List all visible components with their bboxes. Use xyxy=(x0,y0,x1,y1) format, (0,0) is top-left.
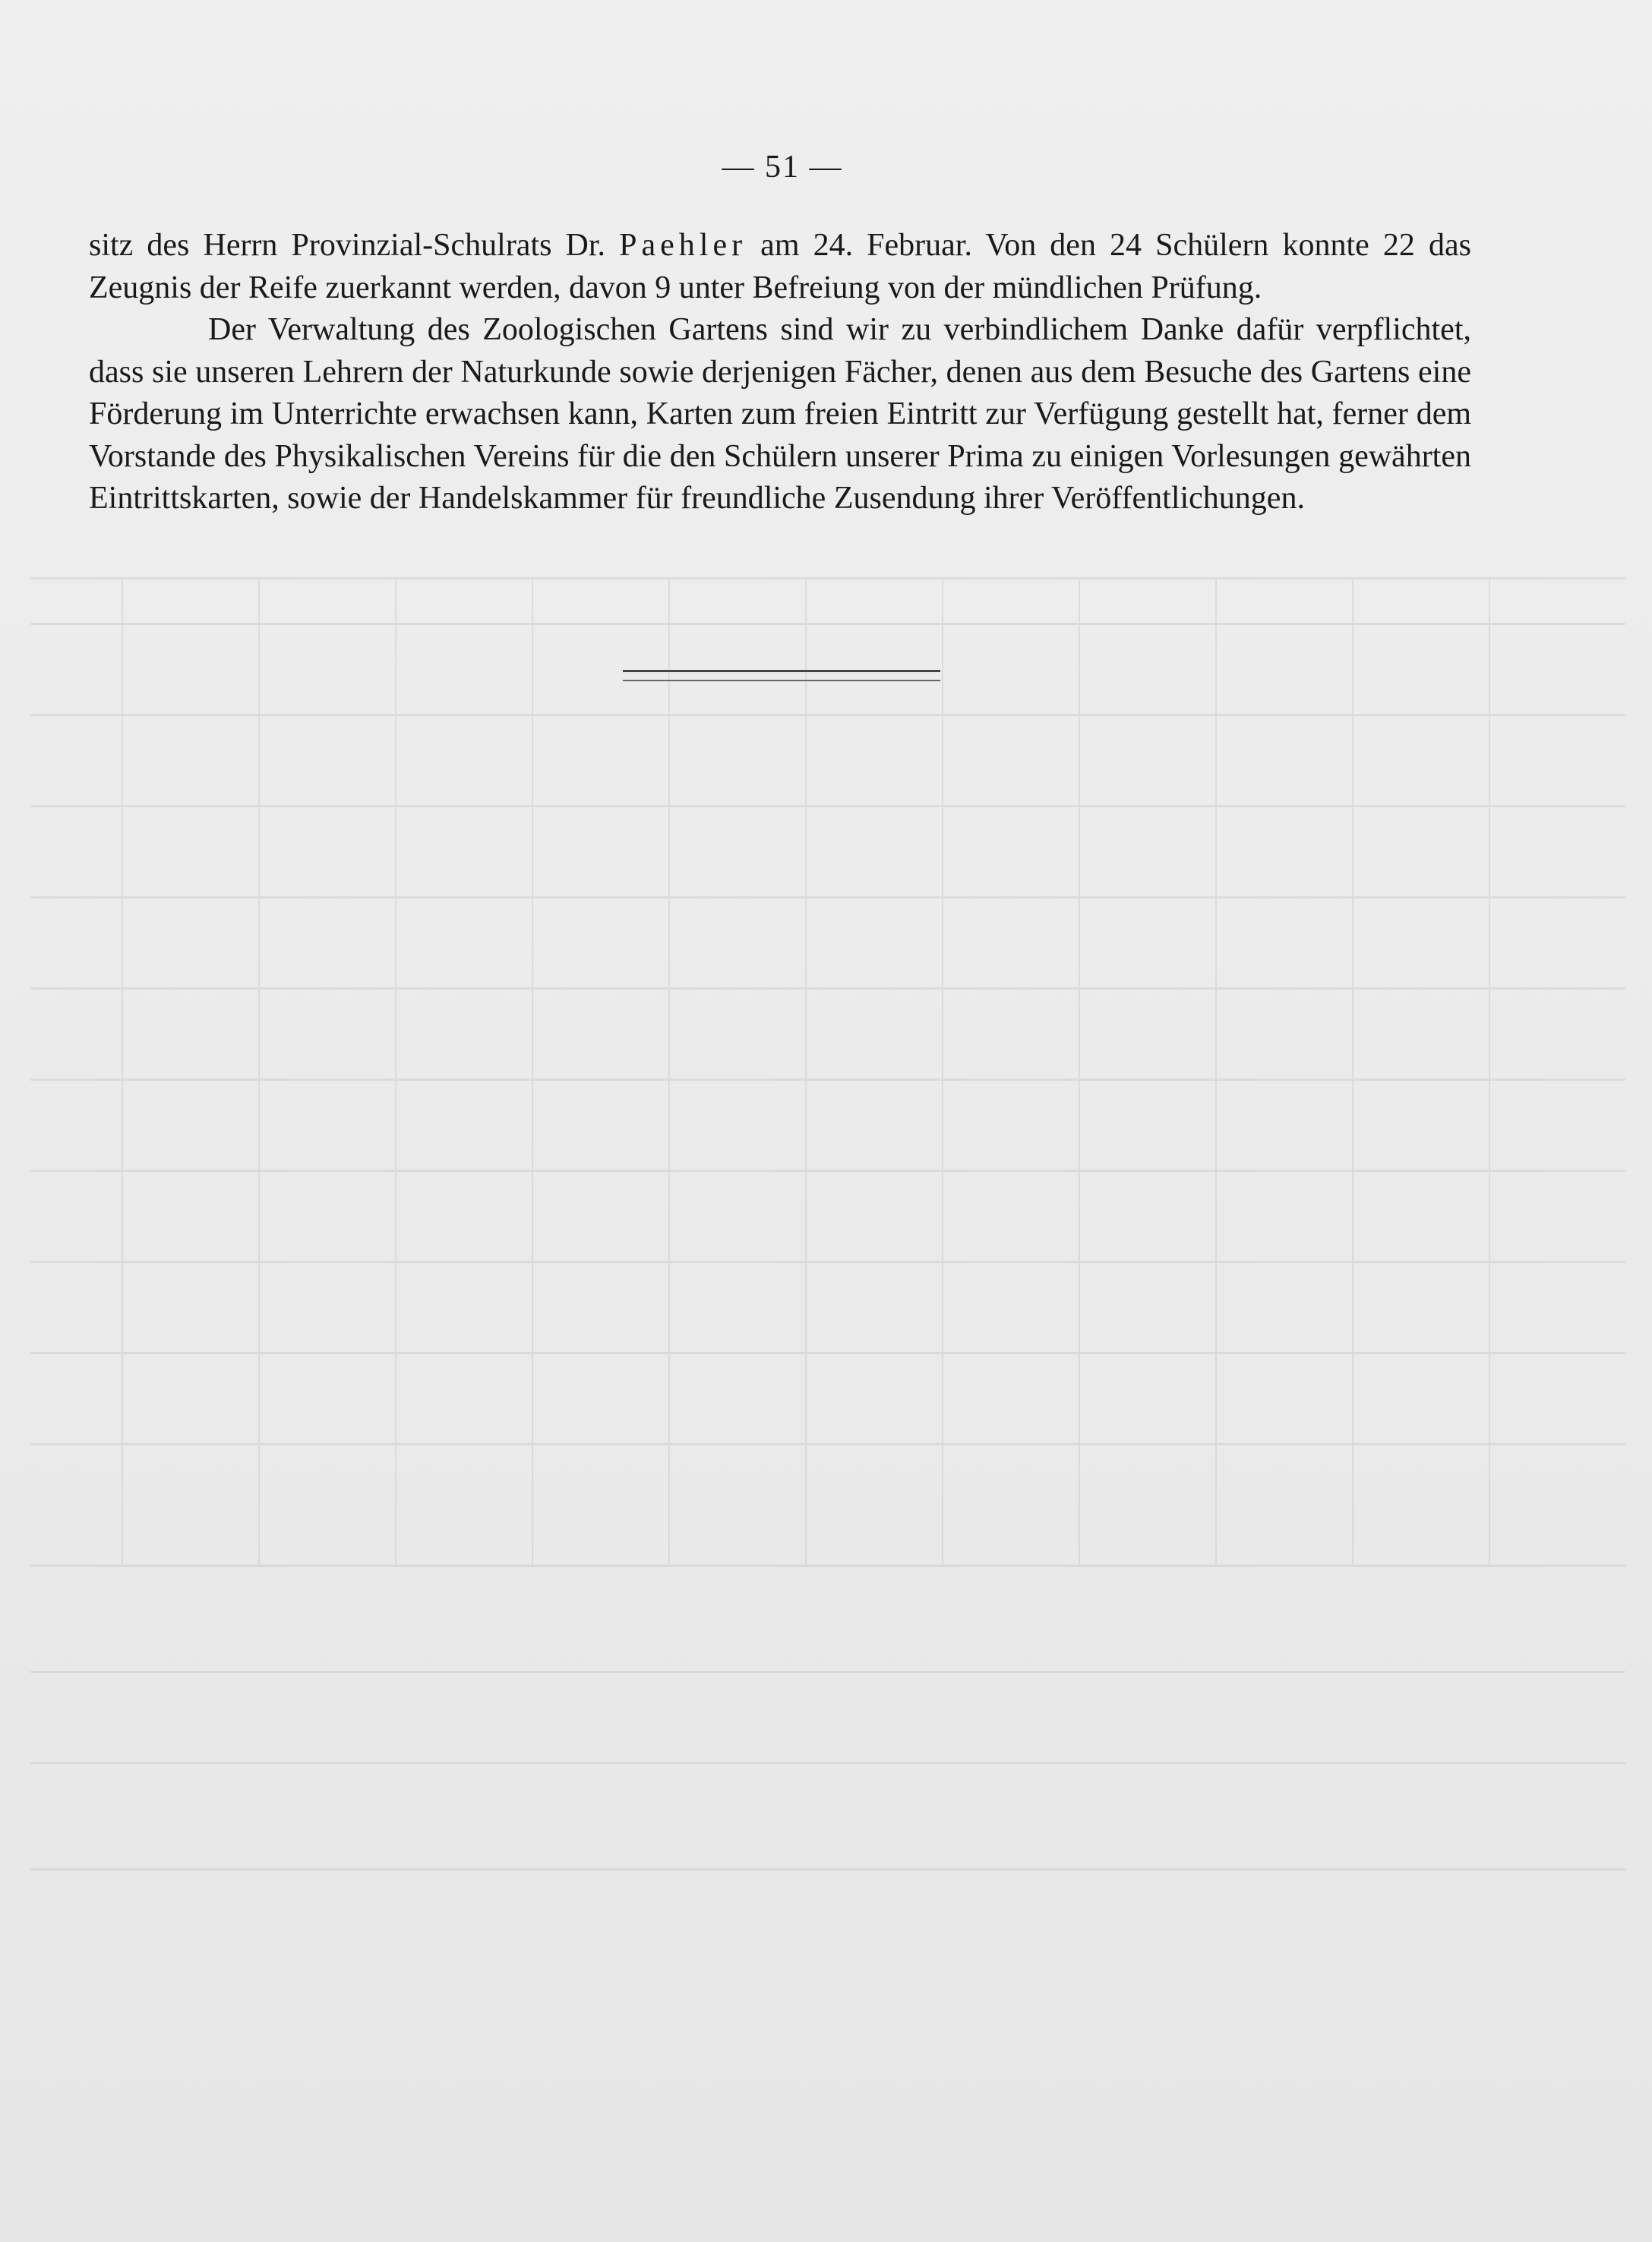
bleed-through-table xyxy=(30,577,1625,2005)
paehler-name: Paehler xyxy=(619,228,747,263)
body-text xyxy=(89,225,1471,520)
paragraph-2: Der Verwaltung des Zoologischen Gartens sind wir zu verbindlichem Danke dafür verpflichtet, dass sie unseren Lehrern der Naturkunde sowie derjenigen Fächer, denen aus dem Besuche des Gartens eine Förderung im Unterrichte erwachsen kann, Karten zum freien Eintritt zur Verfügung gestellt hat, ferner dem Vorstande des Physikalischen Vereins für die den Schülern unserer Prima zu einigen Vorlesungen gewährten Eintrittskarten, sowie der Handelskammer für freundliche Zusendung ihrer Veröffentlichungen. xyxy=(89,312,1471,516)
section-divider xyxy=(623,670,940,681)
paragraph-1 xyxy=(89,225,1471,309)
paragraph-1-start: sitz des Herrn Provinzial-Schulrats Dr. xyxy=(89,228,620,263)
paragraph-1-end: am 24. Februar. Von den 24 Schülern konnte 22 das Zeugnis der Reife zuerkannt werden, davon 9 unter Befreiung von der mündlichen Prüfung. xyxy=(89,228,1471,305)
page-number: — 51 — xyxy=(722,150,843,185)
